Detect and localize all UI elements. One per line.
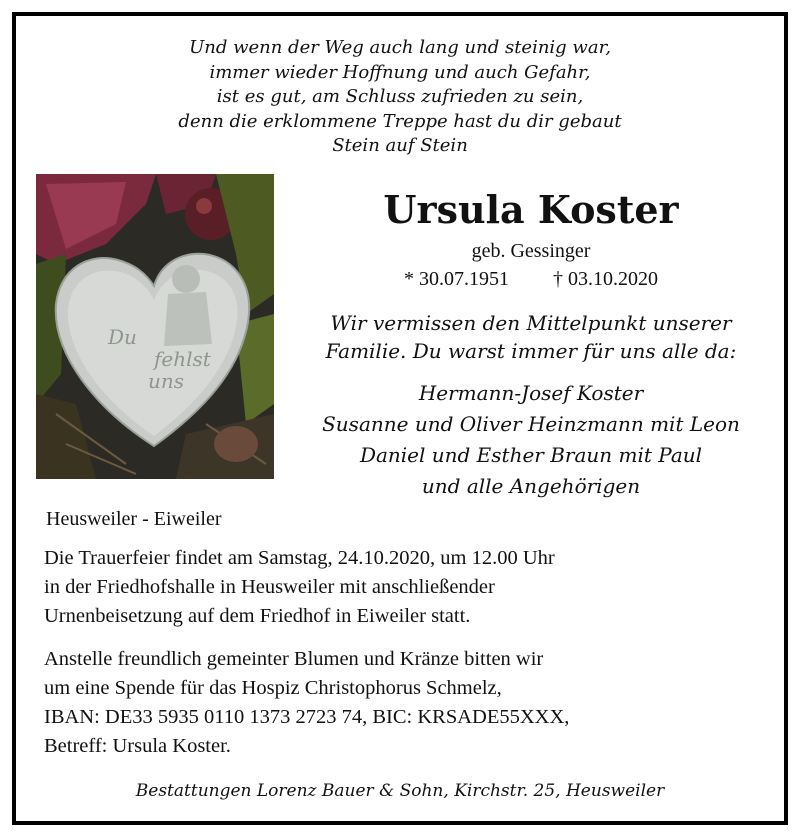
death-date: † 03.10.2020 — [553, 268, 658, 290]
donation-line: Betreff: Ursula Koster. — [44, 735, 231, 757]
life-dates — [286, 266, 776, 292]
ceremony-notice — [44, 544, 774, 631]
poem-line: immer wieder Hoffnung und auch Gefahr, — [209, 61, 591, 83]
message-line: Familie. Du warst immer für uns alle da: — [325, 339, 737, 363]
mourners-list — [286, 378, 776, 502]
message-line: Wir vermissen den Mittelpunkt unserer — [330, 311, 732, 335]
stone-engraving: uns — [148, 369, 185, 393]
obituary-frame — [12, 12, 788, 825]
farewell-message — [286, 309, 776, 365]
poem — [16, 36, 784, 159]
birth-date: * 30.07.1951 — [404, 268, 509, 290]
place-of-residence: Heusweiler - Eiweiler — [46, 508, 222, 530]
poem-line: denn die erklommene Treppe hast du dir gebaut — [178, 110, 622, 132]
ceremony-line: Urnenbeisetzung auf dem Friedhof in Eiweiler statt. — [44, 605, 471, 627]
mourner-line: Hermann-Josef Koster — [418, 381, 644, 405]
deceased-name: Ursula Koster — [383, 187, 679, 232]
stone-engraving: fehlst — [154, 347, 211, 371]
birth-name: geb. Gessinger — [471, 240, 591, 262]
mourner-line: Daniel und Esther Braun mit Paul — [359, 443, 703, 467]
donation-line: IBAN: DE33 5935 0110 1373 2723 74, BIC: KRSADE55XXX, — [44, 706, 570, 728]
mourner-line: und alle Angehörigen — [421, 474, 641, 498]
poem-line: ist es gut, am Schluss zufrieden zu sein, — [216, 86, 584, 107]
poem-line: Und wenn der Weg auch lang und steinig war, — [189, 37, 611, 58]
funeral-home-footer: Bestattungen Lorenz Bauer & Sohn, Kirchstr. 25, Heusweiler — [135, 781, 665, 801]
ceremony-line: in der Friedhofshalle in Heusweiler mit anschließender — [44, 576, 495, 598]
stone-engraving: Du — [108, 325, 137, 349]
donation-line: um eine Spende für das Hospiz Christophorus Schmelz, — [44, 677, 502, 699]
heart-stone-image — [36, 174, 274, 479]
memorial-photo — [36, 174, 274, 479]
ceremony-line: Die Trauerfeier findet am Samstag, 24.10.2020, um 12.00 Uhr — [44, 547, 555, 569]
mourner-line: Susanne und Oliver Heinzmann mit Leon — [322, 412, 740, 436]
donation-notice — [44, 645, 774, 761]
donation-line: Anstelle freundlich gemeinter Blumen und Kränze bitten wir — [44, 648, 544, 670]
poem-line: Stein auf Stein — [332, 135, 468, 156]
